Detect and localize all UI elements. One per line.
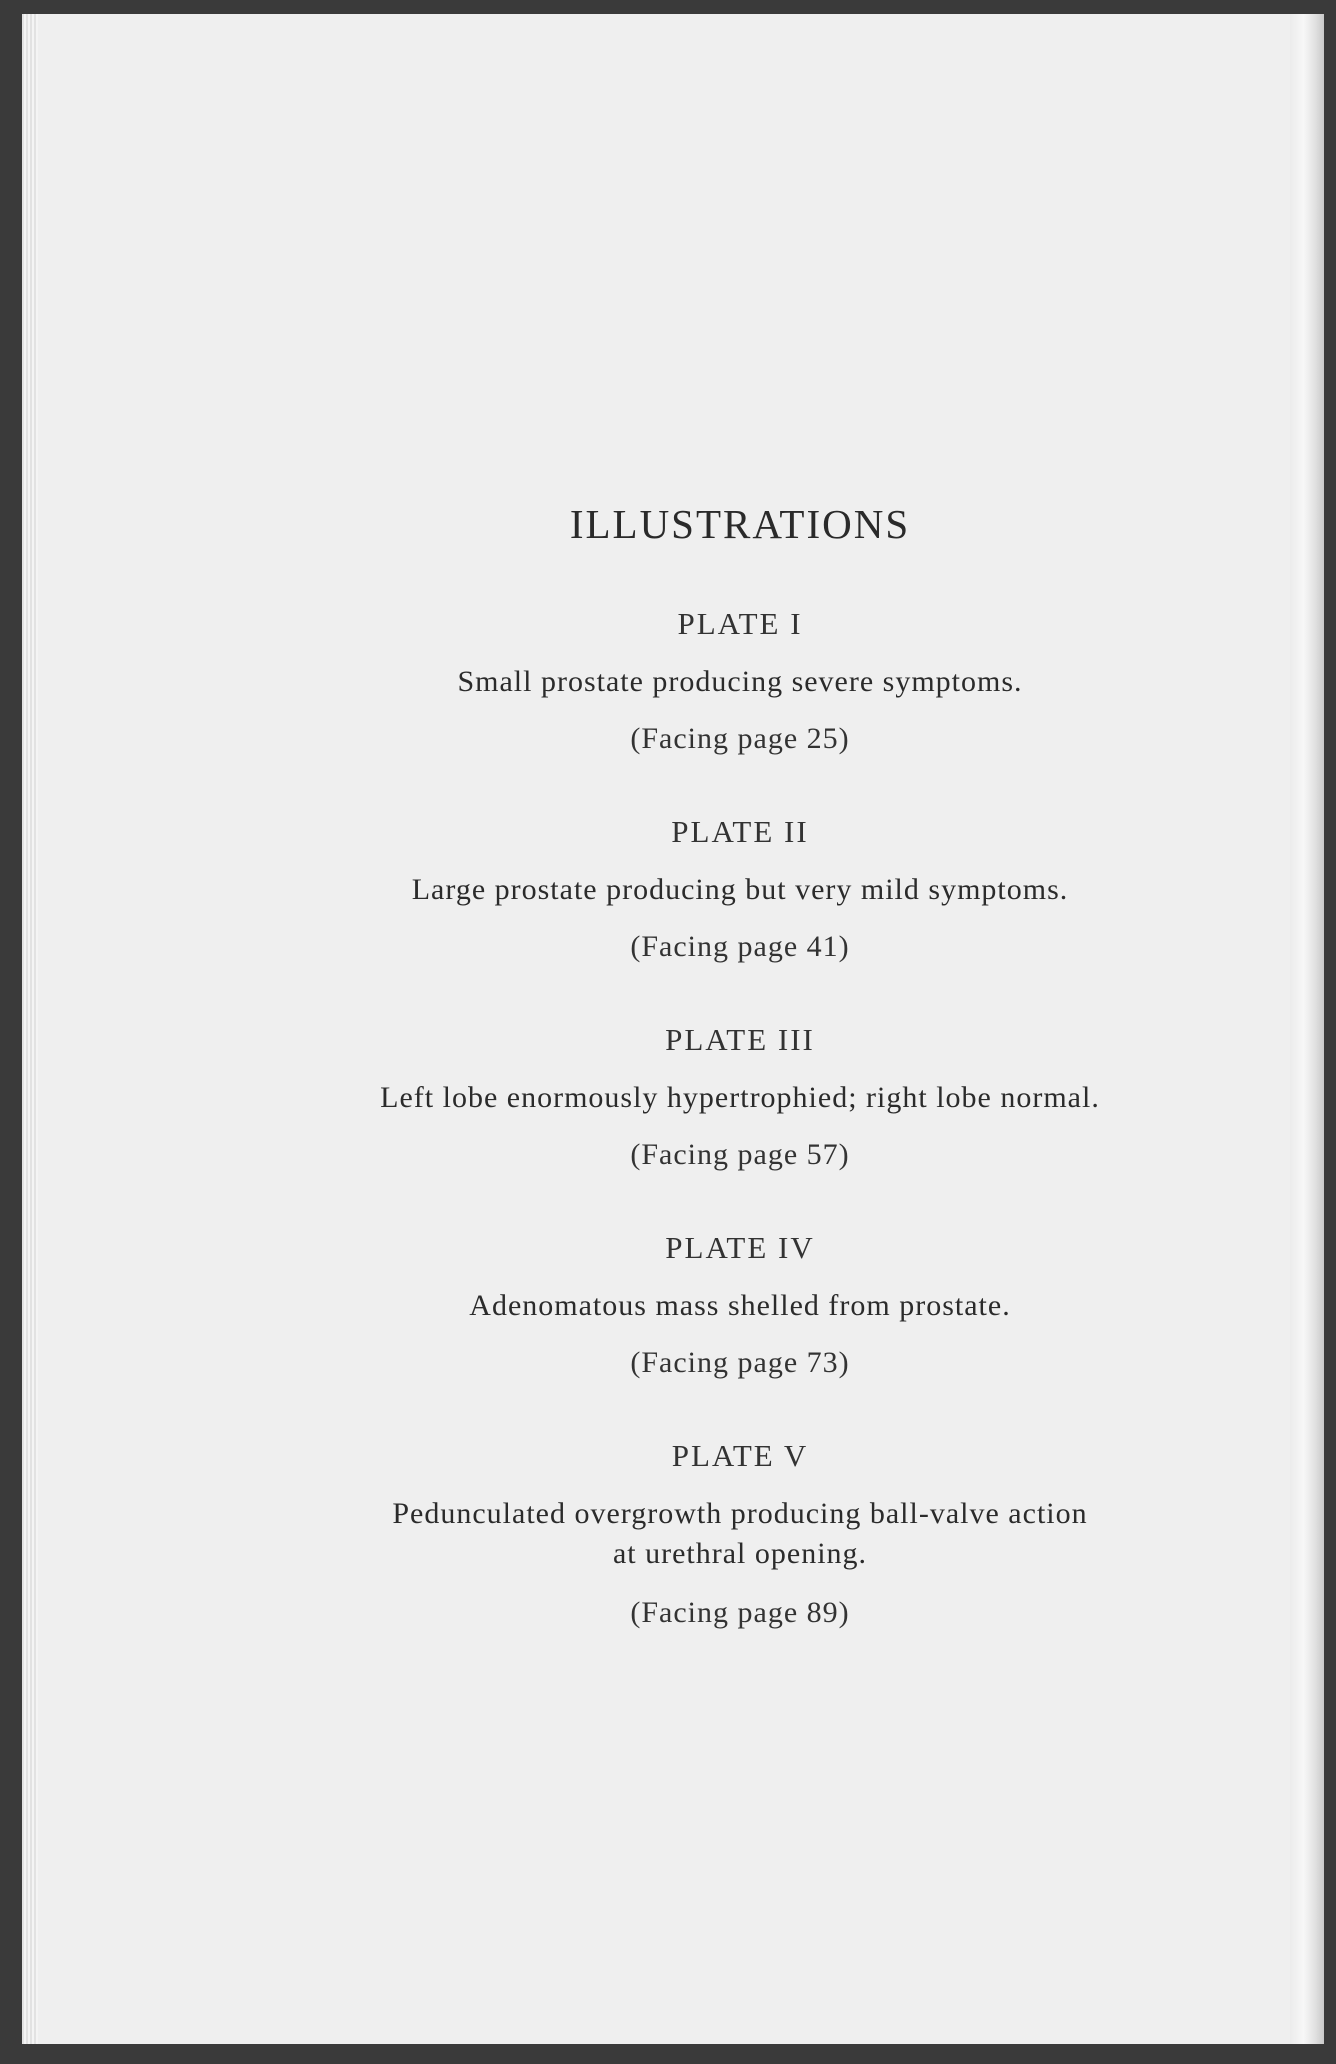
plate-5-label: PLATE V [671,1438,809,1473]
illustrations-list [22,14,1324,2044]
plate-1-facing-page: (Facing page 25) [630,722,850,755]
plate-4-label: PLATE IV [665,1230,815,1265]
plate-3-facing-page: (Facing page 57) [630,1138,850,1171]
plate-5-description-line-2: at urethral opening. [612,1537,868,1570]
plate-2-facing-page: (Facing page 41) [630,930,850,963]
plate-3-label: PLATE III [665,1022,815,1057]
plate-5-description: Pedunculated overgrowth producing ball-valve action [392,1497,1088,1530]
scan-bottom-edge [0,2044,1336,2064]
plate-4-facing-page: (Facing page 73) [630,1346,850,1379]
plate-3-description: Left lobe enormously hypertrophied; right lobe normal. [380,1081,1100,1114]
plate-4-description: Adenomatous mass shelled from prostate. [469,1289,1011,1322]
plate-1-label: PLATE I [677,606,803,641]
book-page [22,14,1324,2044]
plate-1-description: Small prostate producing severe symptoms. [457,665,1023,698]
plate-2-label: PLATE II [671,814,809,849]
page-title: ILLUSTRATIONS [569,501,911,547]
plate-2-description: Large prostate producing but very mild symptoms. [411,873,1069,906]
plate-5-facing-page: (Facing page 89) [630,1596,850,1629]
